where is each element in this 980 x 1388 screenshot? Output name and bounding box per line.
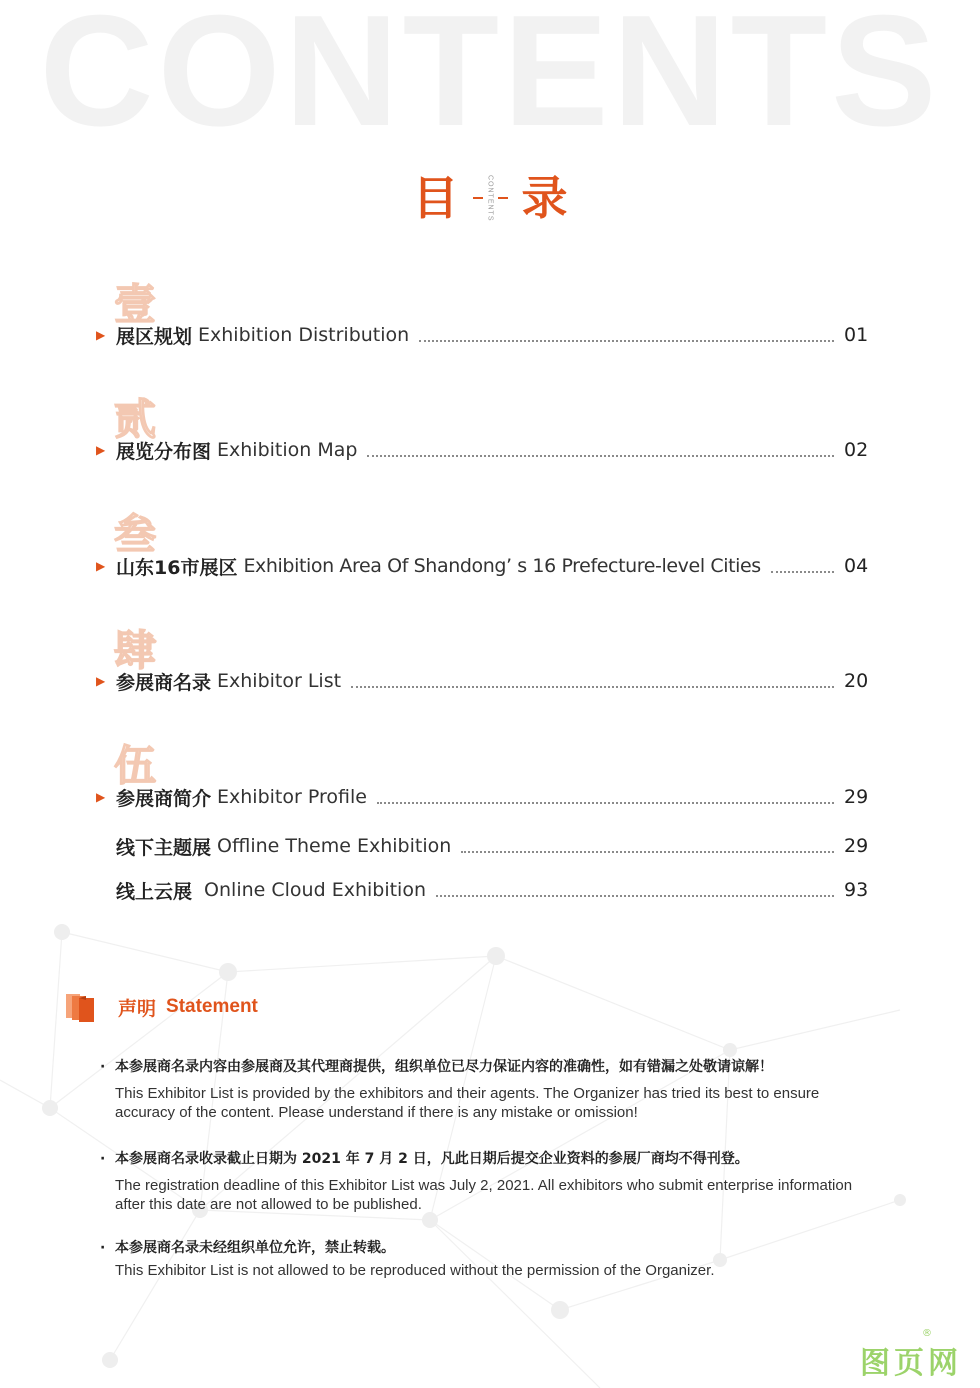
statement-title-en: Statement [166,996,258,1017]
stacked-pages-icon [64,990,98,1024]
toc-page-number: 29 [844,786,869,808]
triangle-bullet-icon: ▶ [96,790,106,804]
title-separator [473,175,508,222]
statement-item [100,1237,870,1280]
toc-entry[interactable] [96,782,869,812]
toc-title-en: Online Cloud Exhibition [198,879,426,901]
page-title [0,168,980,228]
statement-text-zh: 本参展商名录未经组织单位允许，禁止转载。 [115,1240,395,1256]
toc-page-number: 29 [844,835,869,857]
ghost-numeral-5: 伍 [114,741,157,790]
toc-leader-dots [351,686,834,688]
toc-page-number: 01 [844,324,869,346]
toc-leader-dots [436,895,834,897]
toc-entry[interactable] [96,320,869,350]
toc-title-en: Exhibition Area Of Shandong’ s 16 Prefecture-level Cities [243,555,761,577]
statement-text-en: This Exhibitor List is provided by the exhibitors and their agents. The Organizer has tried its best to ensure accuracy of the content. Please understand if there is any mistake or omission! [115,1085,820,1121]
statement-text-zh: 本参展商名录收录截止日期为 2021 年 7 月 2 日，凡此日期后提交企业资料的参展厂商均不得刊登。 [115,1151,749,1167]
statement-item [100,1056,870,1122]
toc-leader-dots [461,851,834,853]
toc-leader-dots [771,571,834,573]
statement-item [100,1148,870,1214]
toc-title-zh: 山东16市展区 [116,556,238,579]
toc-leader-dots [367,455,834,457]
bullet-dot-icon: · [100,1240,106,1256]
toc-title-en: Exhibition Map [217,439,358,461]
ghost-numeral-4: 肆 [114,626,157,675]
contents-watermark: CONTENTS [39,0,941,159]
toc-leader-dots [419,340,834,342]
toc-subentry[interactable] [96,831,869,861]
triangle-bullet-icon: ▶ [96,443,106,457]
site-logo: 图页网 [860,1346,962,1381]
toc-title-zh: 参展商名录 [116,671,212,694]
toc-page-number: 04 [844,555,869,577]
toc-page-number: 20 [844,670,869,692]
triangle-bullet-icon: ▶ [96,559,106,573]
toc-title-en: Offline Theme Exhibition [217,835,452,857]
toc-title-en: Exhibitor List [217,670,342,692]
triangle-bullet-icon: ▶ [96,674,106,688]
toc-leader-dots [377,802,834,804]
title-dash-right [498,197,508,199]
toc-title-zh: 参展商简介 [116,787,212,810]
bullet-dot-icon: · [100,1059,106,1075]
registered-mark: ® [922,1328,932,1339]
bullet-dot-icon: · [100,1151,106,1167]
statement-heading [64,990,258,1024]
statement-title-zh: 声明 [118,997,157,1020]
toc-title-zh: 线上云展 [116,880,193,903]
statement-text-en: The registration deadline of this Exhibitor List was July 2, 2021. All exhibitors who submit enterprise information after this date are not allowed to be published. [115,1177,853,1213]
ghost-numeral-2: 贰 [114,395,157,444]
statement-text-en: This Exhibitor List is not allowed to be reproduced without the permission of the Organizer. [115,1262,715,1279]
triangle-bullet-icon: ▶ [96,328,106,342]
title-dash-left [473,197,483,199]
statement-text-zh: 本参展商名录内容由参展商及其代理商提供，组织单位已尽力保证内容的准确性，如有错漏之处敬请谅解！ [115,1059,773,1075]
toc-title-zh: 线下主题展 [116,836,212,859]
toc-title-zh: 展区规划 [116,325,193,348]
ghost-numeral-1: 壹 [114,280,157,329]
toc-entry[interactable] [96,435,869,465]
title-char-left: 目 [412,171,459,225]
toc-title-en: Exhibitor Profile [217,786,367,808]
toc-page-number: 93 [844,879,869,901]
title-char-right: 录 [521,171,568,225]
background-network-pattern [0,900,980,1388]
toc-page-number: 02 [844,439,869,461]
toc-entry[interactable] [96,666,869,696]
title-small-contents: CONTENTS [486,174,494,222]
ghost-numeral-3: 叁 [114,510,157,559]
toc-entry[interactable] [96,551,869,581]
toc-title-zh: 展览分布图 [116,440,212,463]
toc-title-en: Exhibition Distribution [198,324,410,346]
toc-subentry[interactable] [96,875,869,905]
